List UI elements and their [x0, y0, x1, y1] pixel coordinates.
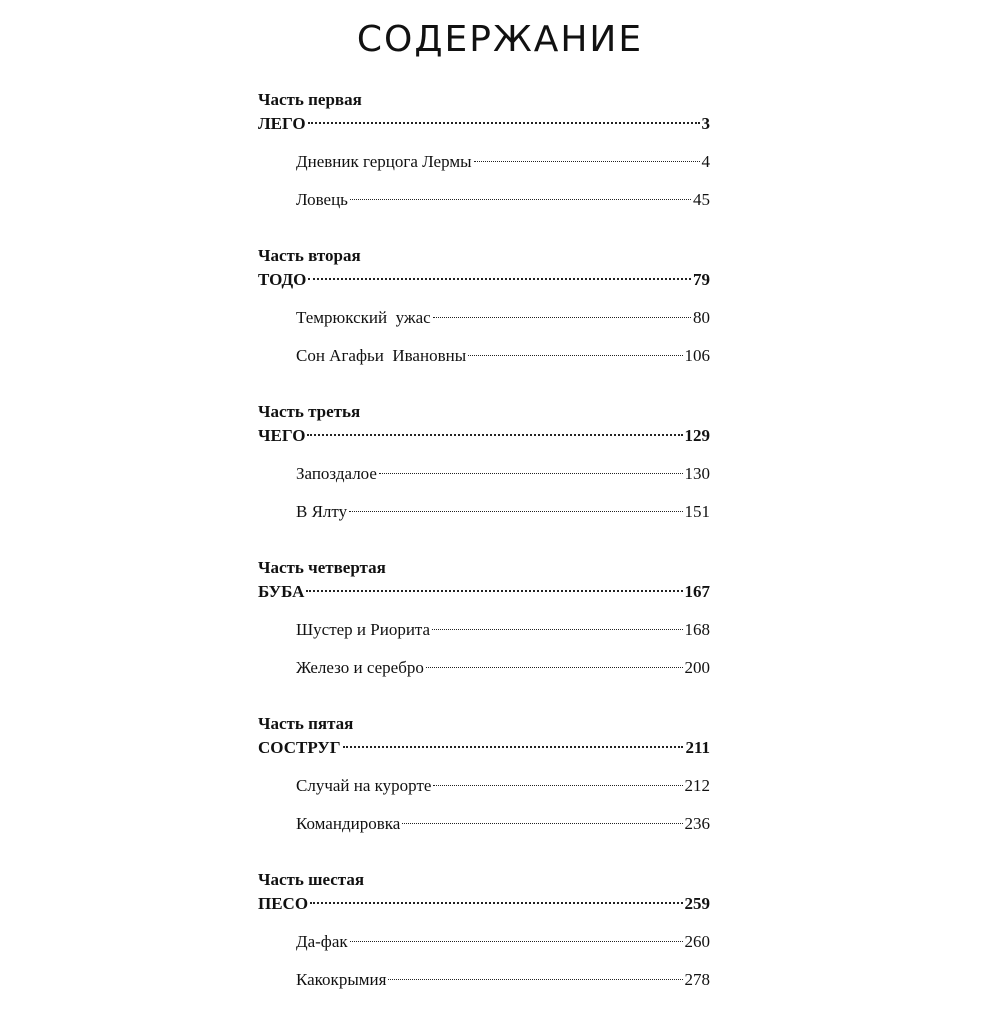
part-5	[258, 712, 710, 838]
chapter-row	[296, 462, 710, 488]
part-title: ЛЕГО	[258, 114, 306, 133]
chapter-row	[296, 812, 710, 838]
dot-leader	[402, 823, 682, 824]
part-6	[258, 868, 710, 994]
dot-leader	[433, 785, 682, 786]
part-title: БУБА	[258, 582, 305, 601]
part-label: Часть пятая	[258, 714, 354, 733]
chapter-title: Случай на курорте	[296, 776, 432, 795]
part-label: Часть первая	[258, 90, 362, 109]
part-title: СОСТРУГ	[258, 738, 341, 757]
chapter-title: Какокрымия	[296, 970, 387, 989]
page-number: 130	[684, 464, 710, 483]
part-title: ТОДО	[258, 270, 307, 289]
part-3	[258, 400, 710, 526]
dot-leader	[350, 941, 683, 942]
chapter-row	[296, 774, 710, 800]
page-number: 211	[685, 738, 710, 757]
dot-leader	[432, 629, 682, 630]
chapter-row	[296, 188, 710, 214]
chapter-title: Запоздалое	[296, 464, 377, 483]
chapter-row	[296, 344, 710, 370]
page-number: 212	[684, 776, 710, 795]
chapter-title: Железо и серебро	[296, 658, 424, 677]
chapter-row	[296, 656, 710, 682]
dot-leader	[349, 511, 682, 512]
chapter-title: Темрюкский ужас	[296, 308, 431, 327]
part-title-row	[258, 736, 710, 762]
part-4	[258, 556, 710, 682]
chapter-title: Дневник герцога Лермы	[296, 152, 472, 171]
part-title: ПЕСО	[258, 894, 309, 913]
chapter-title: В Ялту	[296, 502, 348, 521]
page-number: 80	[693, 308, 710, 327]
chapter-title: Командировка	[296, 814, 401, 833]
dot-leader	[307, 434, 682, 436]
page-number: 278	[684, 970, 710, 989]
page-number: 129	[684, 426, 710, 445]
chapter-row	[296, 306, 710, 332]
dot-leader	[308, 122, 700, 124]
page-number: 45	[693, 190, 710, 209]
part-label: Часть четвертая	[258, 558, 386, 577]
dot-leader	[379, 473, 683, 474]
page-number: 200	[684, 658, 710, 677]
page-number: 4	[701, 152, 710, 171]
chapter-row	[296, 150, 710, 176]
chapter-title: Сон Агафьи Ивановны	[296, 346, 467, 365]
dot-leader	[343, 746, 684, 748]
dot-leader	[474, 161, 700, 162]
page-number: 259	[684, 894, 710, 913]
dot-leader	[426, 667, 683, 668]
part-title-row	[258, 892, 710, 918]
dot-leader	[310, 902, 682, 904]
page-number: 79	[693, 270, 710, 289]
page-number: 106	[684, 346, 710, 365]
dot-leader	[350, 199, 691, 200]
part-label: Часть шестая	[258, 870, 365, 889]
chapter-row	[296, 618, 710, 644]
part-label: Часть третья	[258, 402, 361, 421]
page-number: 260	[684, 932, 710, 951]
part-1	[258, 88, 710, 214]
part-title-row	[258, 112, 710, 138]
chapter-title: Да-фак	[296, 932, 348, 951]
page-number: 236	[684, 814, 710, 833]
page-number: 151	[684, 502, 710, 521]
chapter-row	[296, 968, 710, 994]
dot-leader	[433, 317, 691, 318]
table-of-contents	[258, 88, 710, 1024]
part-title-row	[258, 580, 710, 606]
dot-leader	[308, 278, 691, 280]
chapter-row	[296, 500, 710, 526]
part-title-row	[258, 268, 710, 294]
part-title-row	[258, 424, 710, 450]
part-2	[258, 244, 710, 370]
part-label: Часть вторая	[258, 246, 361, 265]
page-number: 167	[684, 582, 710, 601]
chapter-title: Шустер и Риорита	[296, 620, 431, 639]
dot-leader	[388, 979, 682, 980]
part-title: ЧЕГО	[258, 426, 306, 445]
chapter-row	[296, 930, 710, 956]
dot-leader	[306, 590, 682, 592]
page-title: СОДЕРЖАНИЕ	[356, 19, 644, 60]
dot-leader	[468, 355, 682, 356]
chapter-title: Ловець	[296, 190, 348, 209]
page-number: 168	[684, 620, 710, 639]
page-number: 3	[701, 114, 710, 133]
